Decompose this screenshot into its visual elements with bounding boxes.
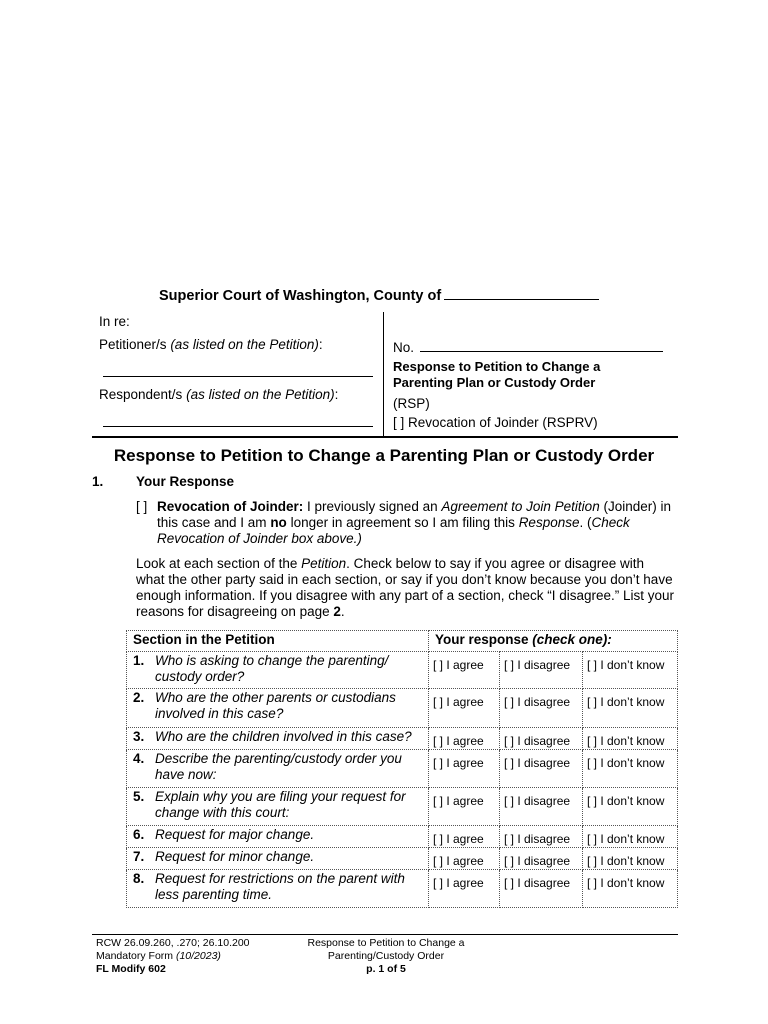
respondent-label: Respondent/s (as listed on the Petition):: [99, 387, 339, 402]
table-row: [127, 826, 678, 848]
footer-rule: [92, 934, 678, 935]
table-row: [127, 652, 678, 689]
court-title: [159, 287, 599, 304]
dont-know-checkbox[interactable]: [ ] I don’t know: [587, 794, 665, 808]
response-option-cell: [500, 870, 583, 908]
agree-checkbox[interactable]: [ ] I agree: [433, 734, 484, 748]
response-option-cell: [500, 652, 583, 689]
response-option-cell: [583, 652, 678, 689]
section-item-number: 8.: [133, 871, 145, 886]
petition-section-cell: [127, 788, 429, 826]
instructions-paragraph: Look at each section of the Petition. Check below to say if you agree or disagree with what the other party said in each section, or say if you don’t know because you don’t have enough information. If you disagree with any part of a section, check “I disagree.” List your reasons for disagreeing on page 2.: [136, 556, 675, 619]
petitioner-label: Petitioner/s (as listed on the Petition):: [99, 337, 323, 352]
response-option-cell: [583, 848, 678, 870]
petition-section-cell: [127, 826, 429, 848]
section-item-number: 6.: [133, 827, 145, 842]
response-option-cell: [583, 689, 678, 728]
response-option-cell: [429, 870, 500, 908]
response-option-cell: [429, 788, 500, 826]
caption-bottom-rule: [92, 436, 678, 438]
petition-section-cell: [127, 652, 429, 689]
dont-know-checkbox[interactable]: [ ] I don’t know: [587, 658, 665, 672]
petition-section-cell: [127, 750, 429, 788]
section-item-number: 7.: [133, 849, 145, 864]
section-item-number: 4.: [133, 751, 145, 766]
section-number: 1.: [92, 474, 104, 489]
response-option-cell: [583, 870, 678, 908]
case-caption: [92, 312, 678, 438]
response-option-cell: [500, 689, 583, 728]
table-row: [127, 689, 678, 728]
footer-page: p. 1 of 5: [366, 963, 406, 975]
table-row: [127, 848, 678, 870]
disagree-checkbox[interactable]: [ ] I disagree: [504, 756, 571, 770]
revocation-text: Revocation of Joinder: I previously signed an Agreement to Join Petition (Joinder) in this case and I am no longer in agreement so I am filing this Response. (Check Revocation of Joinder box above.): [157, 499, 671, 546]
table-row: [127, 788, 678, 826]
court-title-text: Superior Court of Washington, County of: [159, 288, 442, 304]
doc-code: (RSP): [393, 396, 430, 411]
section-item-number: 5.: [133, 789, 145, 804]
response-option-cell: [500, 788, 583, 826]
petition-section-cell: [127, 848, 429, 870]
county-blank[interactable]: [444, 287, 599, 300]
revocation-option: [ ] Revocation of Joinder (RSPRV): [393, 415, 598, 430]
dont-know-checkbox[interactable]: [ ] I don’t know: [587, 756, 665, 770]
response-option-cell: [429, 848, 500, 870]
section-item-question: Describe the parenting/custody order you have now:: [155, 751, 402, 782]
case-number-field: No.: [393, 340, 663, 355]
section-item-number: 3.: [133, 729, 145, 744]
response-option-cell: [429, 728, 500, 750]
agree-checkbox[interactable]: [ ] I agree: [433, 695, 484, 709]
revocation-checkbox[interactable]: [ ]: [393, 415, 405, 430]
response-option-cell: [583, 788, 678, 826]
section-item-question: Request for restrictions on the parent with less parenting time.: [155, 871, 405, 902]
response-table: [126, 630, 678, 908]
petition-section-cell: [127, 870, 429, 908]
section-item-question: Who are the children involved in this case?: [155, 729, 412, 744]
response-option-cell: [500, 728, 583, 750]
table-header-row: [127, 631, 678, 652]
doc-title-line-1: Response to Petition to Change a: [393, 359, 601, 374]
response-option-cell: [583, 826, 678, 848]
agree-checkbox[interactable]: [ ] I agree: [433, 876, 484, 890]
disagree-checkbox[interactable]: [ ] I disagree: [504, 658, 571, 672]
section-item-question: Request for major change.: [155, 827, 315, 842]
petition-section-cell: [127, 728, 429, 750]
response-option-cell: [429, 652, 500, 689]
footer-form-id: FL Modify 602: [96, 963, 166, 975]
section-item-number: 1.: [133, 653, 145, 668]
table-row: [127, 750, 678, 788]
response-option-cell: [583, 750, 678, 788]
revocation-joinder-checkbox[interactable]: [ ]: [136, 499, 148, 514]
response-option-cell: [500, 750, 583, 788]
disagree-checkbox[interactable]: [ ] I disagree: [504, 794, 571, 808]
footer-title-1: Response to Petition to Change a: [307, 937, 465, 949]
disagree-checkbox[interactable]: [ ] I disagree: [504, 832, 571, 846]
petitioner-name-line[interactable]: [103, 376, 373, 377]
agree-checkbox[interactable]: [ ] I agree: [433, 794, 484, 808]
response-option-cell: [500, 848, 583, 870]
section-column-header: Section in the Petition: [127, 631, 429, 652]
response-column-header: Your response (check one):: [429, 631, 678, 652]
petition-section-cell: [127, 689, 429, 728]
disagree-checkbox[interactable]: [ ] I disagree: [504, 876, 571, 890]
agree-checkbox[interactable]: [ ] I agree: [433, 854, 484, 868]
dont-know-checkbox[interactable]: [ ] I don’t know: [587, 854, 665, 868]
disagree-checkbox[interactable]: [ ] I disagree: [504, 854, 571, 868]
disagree-checkbox[interactable]: [ ] I disagree: [504, 734, 571, 748]
response-option-cell: [583, 728, 678, 750]
section-heading: Your Response: [136, 474, 235, 489]
agree-checkbox[interactable]: [ ] I agree: [433, 658, 484, 672]
footer-mandatory: Mandatory Form (10/2023): [96, 950, 221, 962]
dont-know-checkbox[interactable]: [ ] I don’t know: [587, 876, 665, 890]
table-row: [127, 870, 678, 908]
disagree-checkbox[interactable]: [ ] I disagree: [504, 695, 571, 709]
response-option-cell: [500, 826, 583, 848]
response-option-cell: [429, 750, 500, 788]
footer-rcw: RCW 26.09.260, .270; 26.10.200: [96, 937, 250, 949]
respondent-name-line[interactable]: [103, 426, 373, 427]
caption-divider: [383, 312, 384, 436]
in-re-label: In re:: [99, 314, 130, 329]
table-row: [127, 728, 678, 750]
response-option-cell: [429, 826, 500, 848]
section-item-number: 2.: [133, 690, 145, 705]
section-item-question: Who are the other parents or custodians involved in this case?: [155, 690, 396, 721]
footer-title-2: Parenting/Custody Order: [327, 950, 445, 962]
section-item-question: Explain why you are filing your request for change with this court:: [155, 789, 406, 820]
agree-checkbox[interactable]: [ ] I agree: [433, 832, 484, 846]
dont-know-checkbox[interactable]: [ ] I don’t know: [587, 695, 665, 709]
response-option-cell: [429, 689, 500, 728]
agree-checkbox[interactable]: [ ] I agree: [433, 756, 484, 770]
dont-know-checkbox[interactable]: [ ] I don’t know: [587, 734, 665, 748]
main-title: Response to Petition to Change a Parenting Plan or Custody Order: [113, 446, 655, 465]
section-item-question: Who is asking to change the parenting/ custody order?: [155, 653, 389, 684]
section-item-question: Request for minor change.: [155, 849, 315, 864]
case-number-line[interactable]: [420, 341, 663, 352]
doc-title-line-2: Parenting Plan or Custody Order: [393, 375, 596, 390]
dont-know-checkbox[interactable]: [ ] I don’t know: [587, 832, 665, 846]
